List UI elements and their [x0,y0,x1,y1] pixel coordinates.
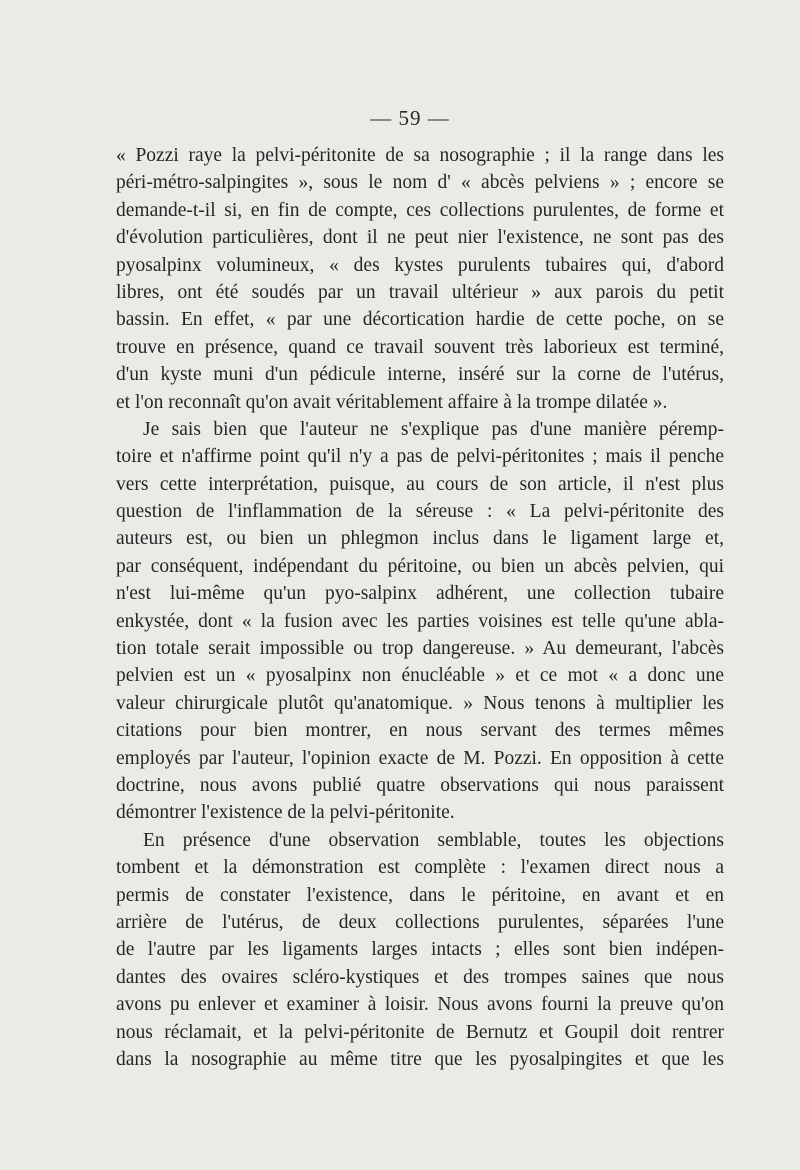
text-line: dans la nosographie au même titre que les pyosalpingites et que les [116,1048,724,1070]
text-line: trouve en présence, quand ce travail souvent très laborieux est terminé, [116,336,724,358]
text-line: avons pu enlever et examiner à loisir. Nous avons fourni la preuve qu'on [116,994,724,1016]
paragraph-3 [116,827,724,1074]
text-line: tion totale serait impossible ou trop dangereuse. » Au demeurant, l'abcès [116,638,724,660]
body-text [116,142,724,1073]
text-line: pelvien est un « pyosalpinx non énucléable » et ce mot « a donc une [116,665,724,687]
text-line: En présence d'une observation semblable, toutes les objections [143,829,724,851]
text-line: n'est lui-même qu'un pyo-salpinx adhérent, une collection tubaire [116,583,724,605]
text-line: bassin. En effet, « par une décortication hardie de cette poche, on se [116,309,724,331]
text-line: et l'on reconnaît qu'on avait véritablement affaire à la trompe dilatée ». [116,391,668,413]
text-line: d'évolution particulières, dont il ne peut nier l'existence, ne sont pas des [116,227,724,249]
text-line: de l'autre par les ligaments larges intacts ; elles sont bien indépen- [116,939,724,961]
paragraph-1 [116,142,724,416]
text-line: permis de constater l'existence, dans le péritoine, en avant et en [116,884,724,906]
paragraph-2 [116,416,724,827]
text-line: toire et n'affirme point qu'il n'y a pas de pelvi-péritonites ; mais il penche [116,446,724,468]
text-line: arrière de l'utérus, de deux collections purulentes, séparées l'une [116,911,724,933]
text-line: d'un kyste muni d'un pédicule interne, inséré sur la corne de l'utérus, [116,364,724,386]
text-line: doctrine, nous avons publié quatre observations qui nous paraissent [116,774,724,796]
text-line: « Pozzi raye la pelvi-péritonite de sa nosographie ; il la range dans les [116,145,724,166]
text-line: nous réclamait, et la pelvi-péritonite de Bernutz et Goupil doit rentrer [116,1021,724,1043]
text-line: dantes des ovaires scléro-kystiques et des trompes saines que nous [116,966,724,988]
page-number: — 59 — [370,106,450,130]
text-line: vers cette interprétation, puisque, au cours de son article, il n'est plus [116,473,724,495]
text-line: pyosalpinx volumineux, « des kystes purulents tubaires qui, d'abord [116,254,724,276]
text-line: libres, ont été soudés par un travail ultérieur » aux parois du petit [116,281,724,303]
text-line: Je sais bien que l'auteur ne s'explique pas d'une manière péremp- [143,418,724,440]
text-line: enkystée, dont « la fusion avec les parties voisines est telle qu'une abla- [116,610,724,632]
text-line: demande-t-il si, en fin de compte, ces collections purulentes, de forme et [116,199,724,221]
text-line: par conséquent, indépendant du péritoine, ou bien un abcès pelvien, qui [116,555,724,577]
text-line: citations pour bien montrer, en nous servant des termes mêmes [116,720,724,742]
text-line: tombent et la démonstration est complète : l'examen direct nous a [116,857,724,879]
text-line: question de l'inflammation de la séreuse : « La pelvi-péritonite des [116,501,724,523]
text-line: employés par l'auteur, l'opinion exacte de M. Pozzi. En opposition à cette [116,747,724,769]
text-line: auteurs est, ou bien un phlegmon inclus dans le ligament large et, [116,528,724,550]
text-line: péri-métro-salpingites », sous le nom d' « abcès pelviens » ; encore se [116,172,724,194]
text-line: démontrer l'existence de la pelvi-péritonite. [116,802,455,824]
text-line: valeur chirurgicale plutôt qu'anatomique. » Nous tenons à multiplier les [116,692,724,714]
